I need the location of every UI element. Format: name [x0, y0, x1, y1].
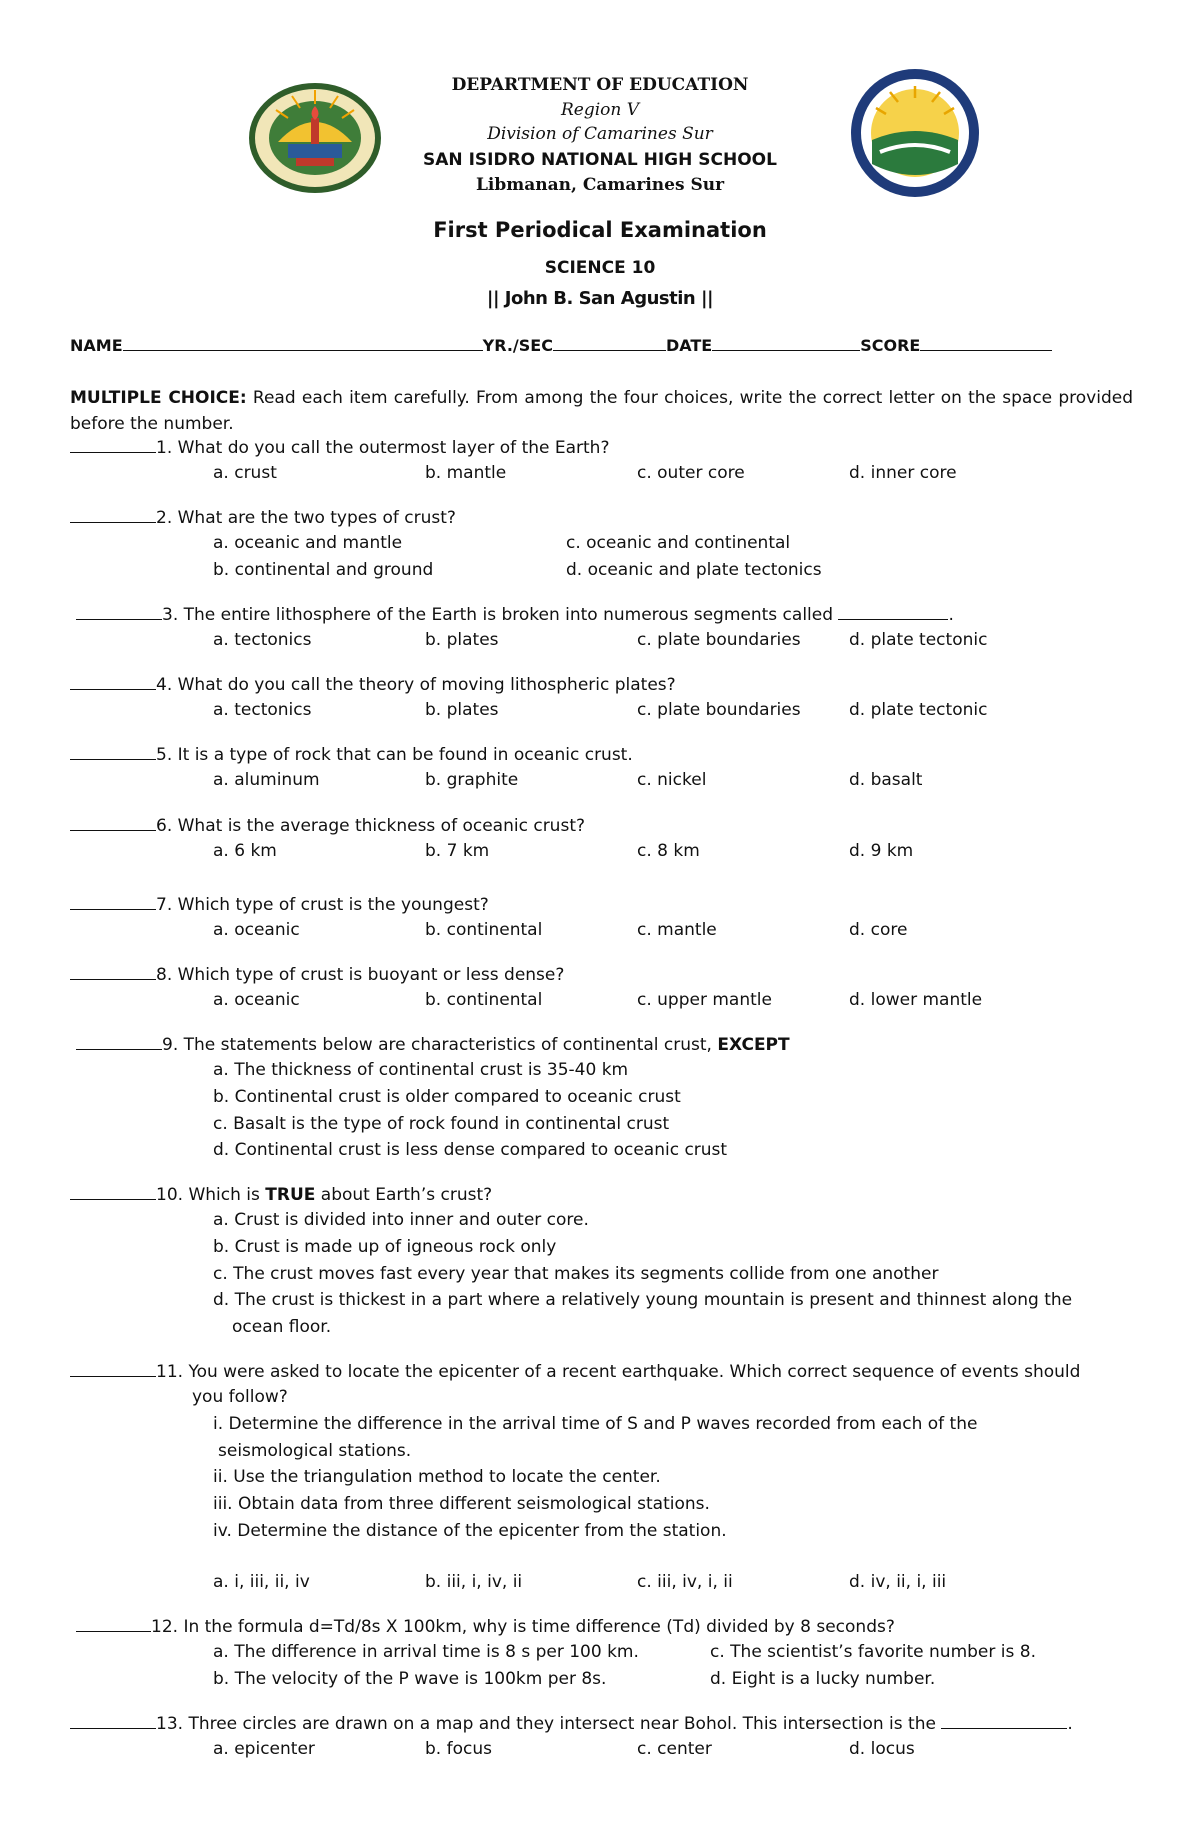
choice-9c: c. Basalt is the type of rock found in continental crust — [213, 1114, 670, 1134]
question-9 — [76, 1033, 790, 1055]
choice-1c: c. outer core — [637, 463, 745, 483]
question-9-stem: 9. The statements below are characteristics of continental crust, — [162, 1035, 718, 1055]
yr-sec-field[interactable] — [553, 334, 666, 351]
question-3-end: . — [948, 605, 954, 625]
school-name: SAN ISIDRO NATIONAL HIGH SCHOOL — [423, 150, 777, 170]
choice-7c: c. mantle — [637, 920, 717, 940]
question-12-stem: 12. In the formula d=Td/8s X 100km, why is time difference (Td) divided by 8 seconds? — [151, 1617, 895, 1637]
choice-8b: b. continental — [425, 990, 543, 1010]
instructions — [70, 385, 1133, 437]
date-label: DATE — [665, 336, 713, 355]
answer-blank-1[interactable] — [70, 436, 156, 453]
choice-4b: b. plates — [425, 700, 499, 720]
choice-13d: d. locus — [849, 1739, 915, 1759]
department-heading: DEPARTMENT OF EDUCATION — [451, 75, 749, 95]
answer-blank-7[interactable] — [70, 893, 156, 910]
teacher-name: || John B. San Agustin || — [486, 288, 714, 309]
choice-4d: d. plate tectonic — [849, 700, 988, 720]
choice-10c: c. The crust moves fast every year that makes its segments collide from one another — [213, 1264, 939, 1284]
name-field[interactable] — [123, 334, 483, 351]
choice-11c: c. iii, iv, i, ii — [637, 1572, 733, 1592]
answer-blank-12[interactable] — [76, 1615, 151, 1632]
step-11-i-cont: seismological stations. — [218, 1441, 412, 1461]
question-7-stem: 7. Which type of crust is the youngest? — [156, 895, 489, 915]
question-13-end: . — [1067, 1714, 1073, 1734]
choice-2d: d. oceanic and plate tectonics — [566, 560, 822, 580]
choice-13a: a. epicenter — [213, 1739, 315, 1759]
question-11 — [70, 1360, 1080, 1382]
choice-2a: a. oceanic and mantle — [213, 533, 403, 553]
question-5-stem: 5. It is a type of rock that can be found in oceanic crust. — [156, 745, 633, 765]
fill-blank-3[interactable] — [838, 603, 948, 620]
step-11-iii: iii. Obtain data from three different seismological stations. — [213, 1494, 710, 1514]
choice-5d: d. basalt — [849, 770, 923, 790]
choice-5b: b. graphite — [425, 770, 519, 790]
answer-blank-8[interactable] — [70, 963, 156, 980]
question-11-stem: 11. You were asked to locate the epicenter of a recent earthquake. Which correct sequence of events should — [156, 1362, 1081, 1382]
choice-3d: d. plate tectonic — [849, 630, 988, 650]
question-6 — [70, 814, 585, 836]
choice-4c: c. plate boundaries — [637, 700, 801, 720]
choice-13c: c. center — [637, 1739, 712, 1759]
score-label: SCORE — [860, 336, 921, 355]
question-4 — [70, 673, 676, 695]
answer-blank-5[interactable] — [70, 743, 156, 760]
student-info-fields — [70, 334, 1052, 355]
question-1 — [70, 436, 609, 458]
question-13 — [70, 1712, 1073, 1734]
question-8 — [70, 963, 564, 985]
choice-8a: a. oceanic — [213, 990, 300, 1010]
answer-blank-4[interactable] — [70, 673, 156, 690]
yr-sec-label: YR./SEC — [482, 336, 553, 355]
choice-1b: b. mantle — [425, 463, 507, 483]
choice-11b: b. iii, i, iv, ii — [425, 1572, 523, 1592]
choice-6c: c. 8 km — [637, 841, 700, 861]
choice-7b: b. continental — [425, 920, 543, 940]
answer-blank-9[interactable] — [76, 1033, 162, 1050]
question-4-stem: 4. What do you call the theory of moving lithospheric plates? — [156, 675, 676, 695]
question-10-stem: 10. Which is — [156, 1185, 266, 1205]
choice-12b: b. The velocity of the P wave is 100km per 8s. — [213, 1669, 607, 1689]
choice-10d-cont: ocean floor. — [232, 1317, 332, 1337]
question-8-stem: 8. Which type of crust is buoyant or less dense? — [156, 965, 565, 985]
choice-3b: b. plates — [425, 630, 499, 650]
choice-12d: d. Eight is a lucky number. — [710, 1669, 936, 1689]
school-location: Libmanan, Camarines Sur — [475, 175, 725, 195]
choice-12a: a. The difference in arrival time is 8 s per 100 km. — [213, 1642, 639, 1662]
score-field[interactable] — [920, 334, 1052, 351]
choice-3a: a. tectonics — [213, 630, 312, 650]
answer-blank-2[interactable] — [70, 506, 156, 523]
fill-blank-13[interactable] — [941, 1712, 1067, 1729]
choice-11a: a. i, iii, ii, iv — [213, 1572, 310, 1592]
choice-10b: b. Crust is made up of igneous rock only — [213, 1237, 557, 1257]
step-11-ii: ii. Use the triangulation method to locate the center. — [213, 1467, 661, 1487]
question-10 — [70, 1183, 492, 1205]
answer-blank-6[interactable] — [70, 814, 156, 831]
question-9-emphasis: EXCEPT — [717, 1035, 790, 1055]
question-6-stem: 6. What is the average thickness of oceanic crust? — [156, 816, 586, 836]
choice-6a: a. 6 km — [213, 841, 277, 861]
question-5 — [70, 743, 633, 765]
question-12 — [76, 1615, 895, 1637]
choice-8d: d. lower mantle — [849, 990, 983, 1010]
region-heading: Region V — [560, 100, 640, 120]
choice-9b: b. Continental crust is older compared to oceanic crust — [213, 1087, 681, 1107]
exam-title: First Periodical Examination — [433, 218, 767, 242]
choice-6d: d. 9 km — [849, 841, 914, 861]
choice-2b: b. continental and ground — [213, 560, 434, 580]
subject-title: SCIENCE 10 — [544, 258, 656, 278]
division-heading: Division of Camarines Sur — [487, 124, 713, 144]
choice-9a: a. The thickness of continental crust is 35-40 km — [213, 1060, 629, 1080]
step-11-i: i. Determine the difference in the arrival time of S and P waves recorded from each of the — [213, 1414, 978, 1434]
question-3 — [76, 603, 954, 625]
choice-7d: d. core — [849, 920, 908, 940]
choice-5c: c. nickel — [637, 770, 707, 790]
choice-10a: a. Crust is divided into inner and outer core. — [213, 1210, 589, 1230]
question-7 — [70, 893, 489, 915]
question-11-stem-cont: you follow? — [192, 1387, 288, 1407]
choice-2c: c. oceanic and continental — [566, 533, 791, 553]
choice-5a: a. aluminum — [213, 770, 320, 790]
answer-blank-13[interactable] — [70, 1712, 156, 1729]
choice-7a: a. oceanic — [213, 920, 300, 940]
question-2-stem: 2. What are the two types of crust? — [156, 508, 456, 528]
question-2 — [70, 506, 456, 528]
choice-8c: c. upper mantle — [637, 990, 772, 1010]
answer-blank-3[interactable] — [76, 603, 162, 620]
step-11-iv: iv. Determine the distance of the epicenter from the station. — [213, 1521, 727, 1541]
question-1-stem: 1. What do you call the outermost layer of the Earth? — [156, 438, 610, 458]
question-13-stem: 13. Three circles are drawn on a map and they intersect near Bohol. This intersection is the — [156, 1714, 936, 1734]
choice-13b: b. focus — [425, 1739, 492, 1759]
instructions-label: MULTIPLE CHOICE: — [70, 388, 247, 408]
instructions-text: Read each item carefully. From among the four choices, write the correct letter on the space provided before the number. — [70, 388, 1133, 434]
answer-blank-10[interactable] — [70, 1183, 156, 1200]
choice-11d: d. iv, ii, i, iii — [849, 1572, 947, 1592]
choice-1a: a. crust — [213, 463, 277, 483]
choice-4a: a. tectonics — [213, 700, 312, 720]
choice-10d: d. The crust is thickest in a part where a relatively young mountain is present and thinnest along the — [213, 1290, 1073, 1310]
choice-9d: d. Continental crust is less dense compared to oceanic crust — [213, 1140, 728, 1160]
question-10-emphasis: TRUE — [265, 1185, 316, 1205]
date-field[interactable] — [712, 334, 860, 351]
choice-12c: c. The scientist’s favorite number is 8. — [710, 1642, 1036, 1662]
choice-6b: b. 7 km — [425, 841, 490, 861]
answer-blank-11[interactable] — [70, 1360, 156, 1377]
question-10-stem-end: about Earth’s crust? — [315, 1185, 493, 1205]
question-3-stem: 3. The entire lithosphere of the Earth is broken into numerous segments called — [162, 605, 834, 625]
choice-1d: d. inner core — [849, 463, 957, 483]
choice-3c: c. plate boundaries — [637, 630, 801, 650]
name-label: NAME — [70, 336, 123, 355]
